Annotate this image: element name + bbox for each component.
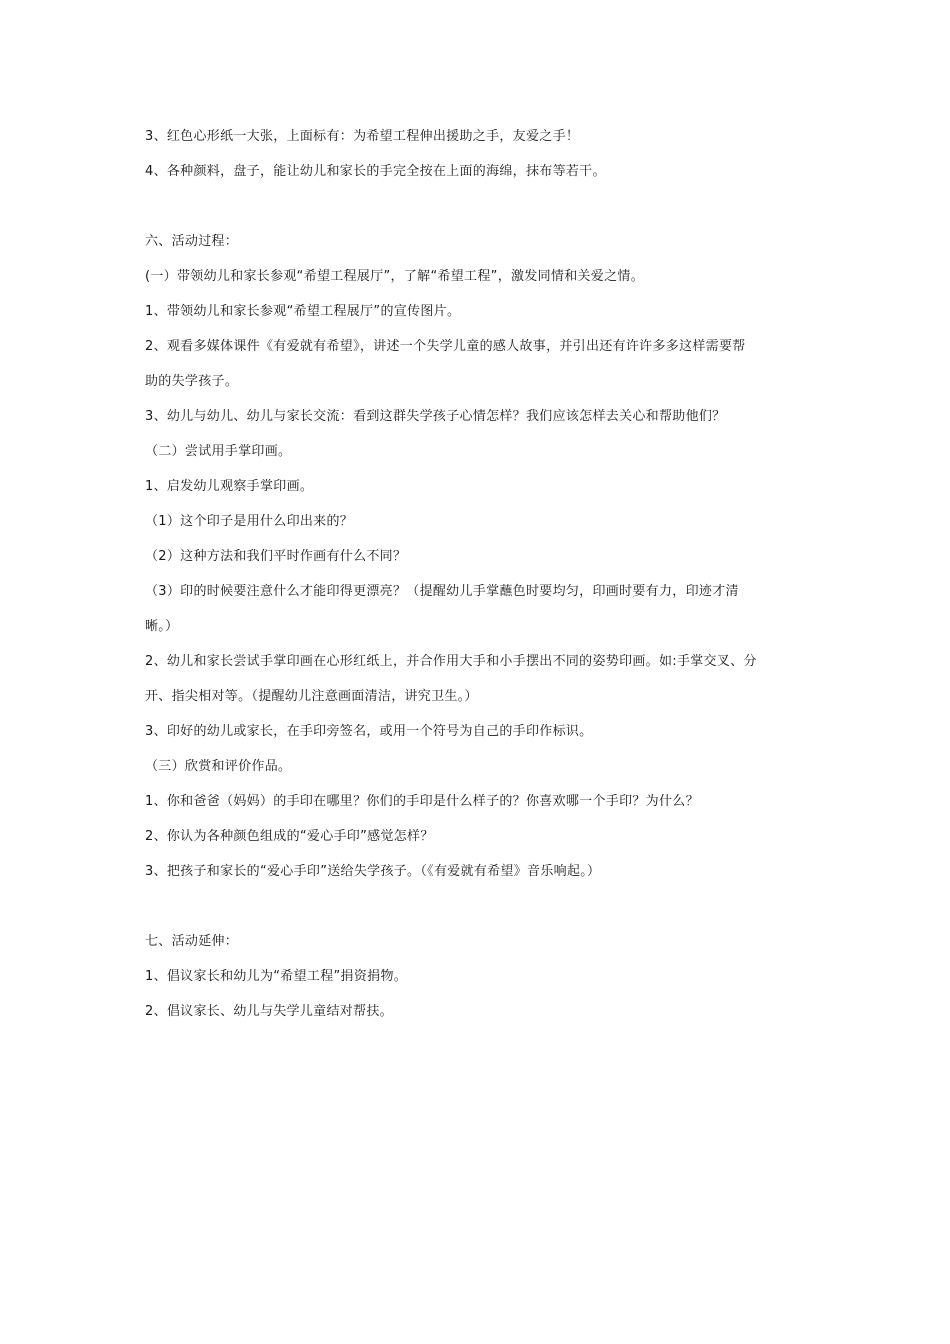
material-item-3: 3、红色心形纸一大张，上面标有：为希望工程伸出援助之手，友爱之手！ — [145, 129, 580, 144]
process-part-3-step-3: 3、把孩子和家长的“爱心手印”送给失学孩子。（《有爱就有希望》音乐响起。） — [145, 864, 601, 879]
process-part-2-question-3: （3）印的时候要注意什么才能印得更漂亮？（提醒幼儿手掌蘸色时要均匀，印画时要有力，印迹才清 — [145, 584, 739, 599]
process-part-1-step-1: 1、带领幼儿和家长参观“希望工程展厅”的宣传图片。 — [145, 304, 461, 319]
process-part-2-question-1: （1）这个印子是用什么印出来的？ — [145, 514, 354, 529]
process-part-3-step-1: 1、你和爸爸（妈妈）的手印在哪里？你们的手印是什么样子的？你喜欢哪一个手印？为什么？ — [145, 794, 699, 809]
process-part-1-heading: (一）带领幼儿和家长参观“希望工程展厅”，了解“希望工程”，激发同情和关爱之情。 — [145, 269, 645, 284]
section-heading-process: 六、活动过程： — [145, 234, 239, 249]
section-heading-extension: 七、活动延伸： — [145, 934, 239, 949]
process-part-1-step-3: 3、幼儿与幼儿、幼儿与家长交流：看到这群失学孩子心情怎样？我们应该怎样去关心和帮助他们？ — [145, 409, 726, 424]
process-part-2-step-2: 2、幼儿和家长尝试手掌印画在心形红纸上，并合作用大手和小手摆出不同的姿势印画。如:手掌交叉、分 — [145, 654, 757, 669]
process-part-1-step-2-cont: 助的失学孩子。 — [145, 374, 239, 389]
process-part-2-step-2-cont: 开、指尖相对等。（提醒幼儿注意画面清洁，讲究卫生。） — [145, 689, 478, 704]
extension-item-2: 2、倡议家长、幼儿与失学儿童结对帮扶。 — [145, 1004, 393, 1019]
process-part-2-question-2: （2）这种方法和我们平时作画有什么不同？ — [145, 549, 407, 564]
process-part-3-heading: （三）欣赏和评价作品。 — [145, 759, 292, 774]
process-part-2-heading: （二）尝试用手掌印画。 — [145, 444, 292, 459]
process-part-2-step-1: 1、启发幼儿观察手掌印画。 — [145, 479, 314, 494]
process-part-3-step-2: 2、你认为各种颜色组成的“爱心手印”感觉怎样？ — [145, 829, 434, 844]
extension-item-1: 1、倡议家长和幼儿为“希望工程”捐资捐物。 — [145, 969, 408, 984]
material-item-4: 4、各种颜料，盘子，能让幼儿和家长的手完全按在上面的海绵，抹布等若干。 — [145, 164, 606, 179]
process-part-2-question-3-cont: 晰。） — [145, 619, 179, 634]
process-part-1-step-2: 2、观看多媒体课件《有爱就有希望》，讲述一个失学儿童的感人故事，并引出还有许许多多这样需要帮 — [145, 339, 746, 354]
process-part-2-step-3: 3、印好的幼儿或家长，在手印旁签名，或用一个符号为自己的手印作标识。 — [145, 724, 593, 739]
